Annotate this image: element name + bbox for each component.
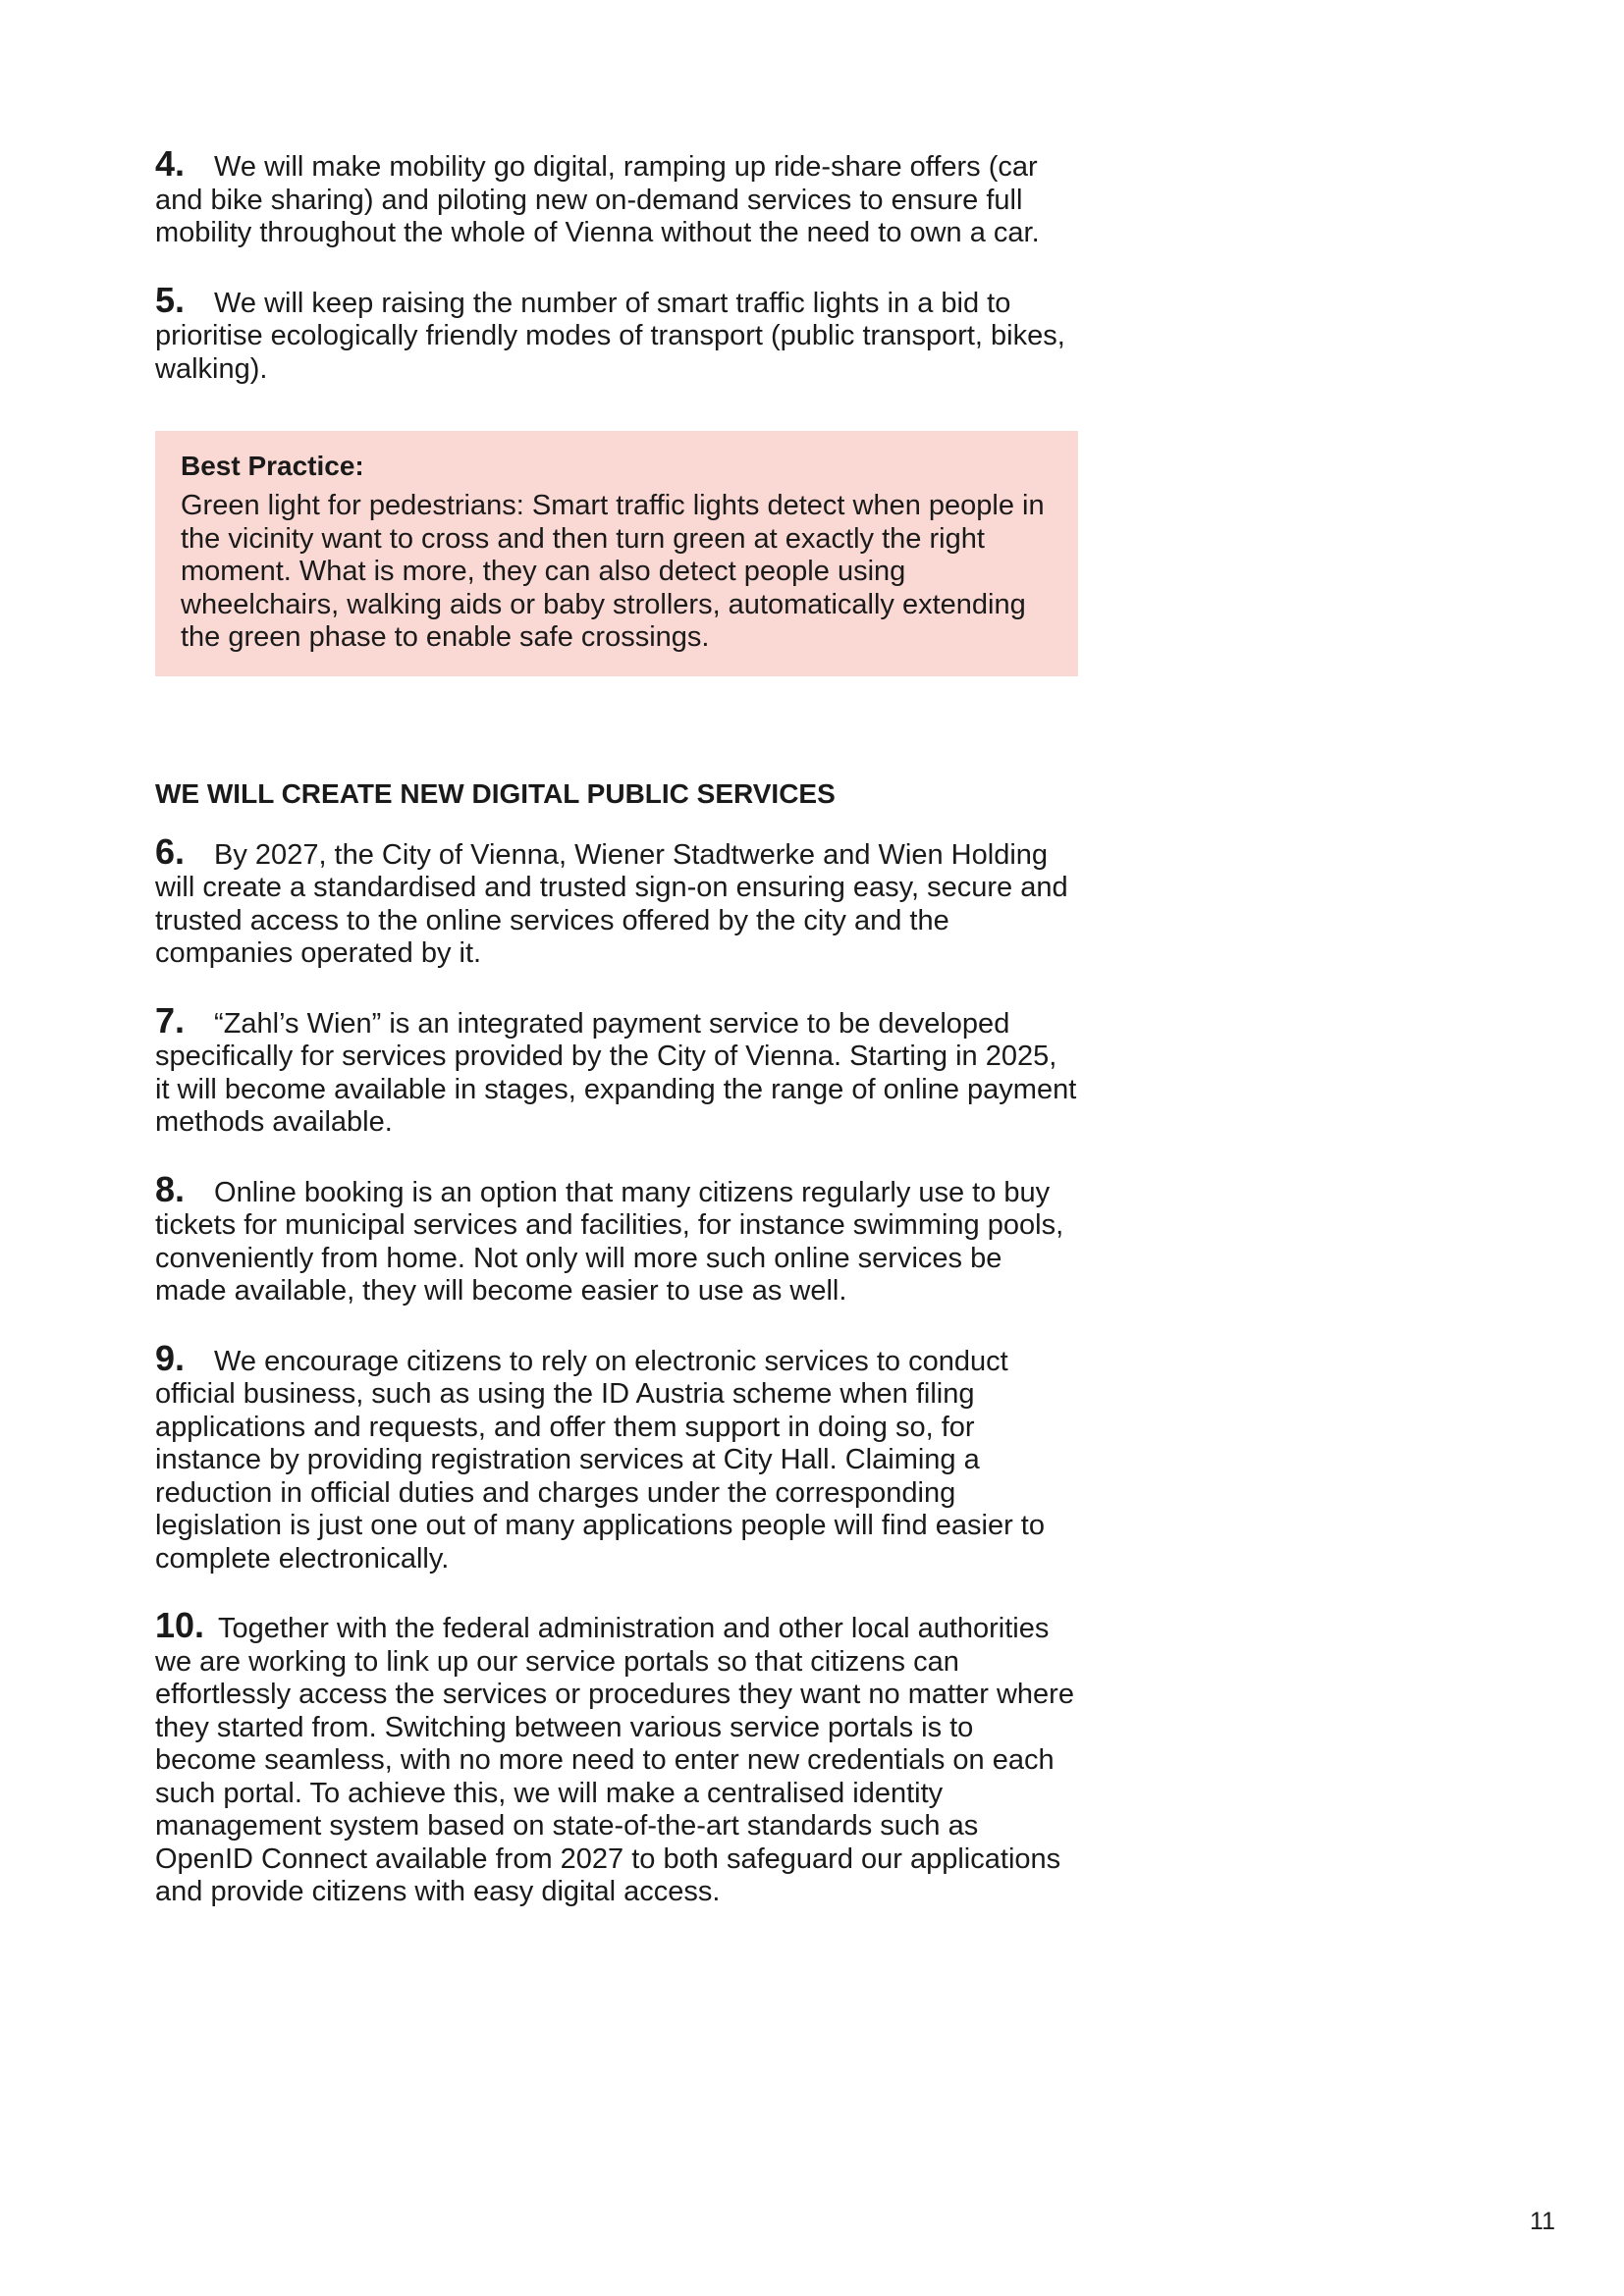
list-item bbox=[155, 279, 1078, 387]
list-item bbox=[155, 999, 1078, 1140]
item-text: We will keep raising the number of smart traffic lights in a bid to prioritise ecologically friendly modes of transport (public transport, bikes, walking). bbox=[155, 287, 1065, 385]
section-heading: WE WILL CREATE NEW DIGITAL PUBLIC SERVICES bbox=[155, 777, 836, 809]
item-text: By 2027, the City of Vienna, Wiener Stadtwerke and Wien Holding will create a standardised and trusted sign-on ensuring easy, secure and trusted access to the online services offered by the city and the companies operated by it. bbox=[155, 838, 1068, 969]
list-item bbox=[155, 143, 1078, 250]
item-number: 7. bbox=[155, 999, 186, 1041]
best-practice-title: Best Practice: bbox=[181, 451, 364, 481]
item-number: 8. bbox=[155, 1168, 186, 1209]
item-number: 6. bbox=[155, 830, 186, 872]
list-item bbox=[155, 1168, 1078, 1308]
list-item bbox=[155, 1337, 1078, 1576]
list-item bbox=[155, 1605, 1078, 1909]
item-text: We encourage citizens to rely on electronic services to conduct official business, such as using the ID Austria scheme when filing applications and requests, and offer them support in doing so, for instance by providing registration services at City Hall. Claiming a reduction in official duties and charges under the corresponding legislation is just one out of many applications people will find easier to complete electronically. bbox=[155, 1345, 1045, 1575]
item-text: Together with the federal administration and other local authorities we are working to link up our service portals so that citizens can effortlessly access the services or procedures they want no matter where they started from. Switching between various service portals is to become seamless, with no more need to enter new credentials on each such portal. To achieve this, we will make a centralised identity management system based on state-of-the-art standards such as OpenID Connect available from 2027 to both safeguard our applications and provide citizens with easy digital access. bbox=[155, 1613, 1074, 1907]
item-number: 9. bbox=[155, 1337, 186, 1378]
item-text: “Zahl’s Wien” is an integrated payment service to be developed specifically for services provided by the City of Vienna. Starting in 2025, it will become available in stages, expanding the range of online payment methods available. bbox=[155, 1007, 1077, 1138]
best-practice-box bbox=[155, 431, 1078, 676]
item-number: 5. bbox=[155, 279, 186, 320]
item-number: 10. bbox=[155, 1605, 205, 1645]
item-number: 4. bbox=[155, 143, 186, 184]
page-number: 11 bbox=[1530, 2208, 1555, 2235]
item-text: We will make mobility go digital, ramping up ride-share offers (car and bike sharing) and piloting new on-demand services to ensure full mobility throughout the whole of Vienna without the need to own a car. bbox=[155, 151, 1040, 248]
list-item bbox=[155, 830, 1078, 971]
best-practice-text: Green light for pedestrians: Smart traffic lights detect when people in the vicinity want to cross and then turn green at exactly the right moment. What is more, they can also detect people using wheelchairs, walking aids or baby strollers, automatically extending the green phase to enable safe crossings. bbox=[181, 490, 1045, 653]
page-content bbox=[155, 143, 1078, 1909]
item-text: Online booking is an option that many citizens regularly use to buy tickets for municipal services and facilities, for instance swimming pools, conveniently from home. Not only will more such online services be made available, they will become easier to use as well. bbox=[155, 1176, 1064, 1307]
